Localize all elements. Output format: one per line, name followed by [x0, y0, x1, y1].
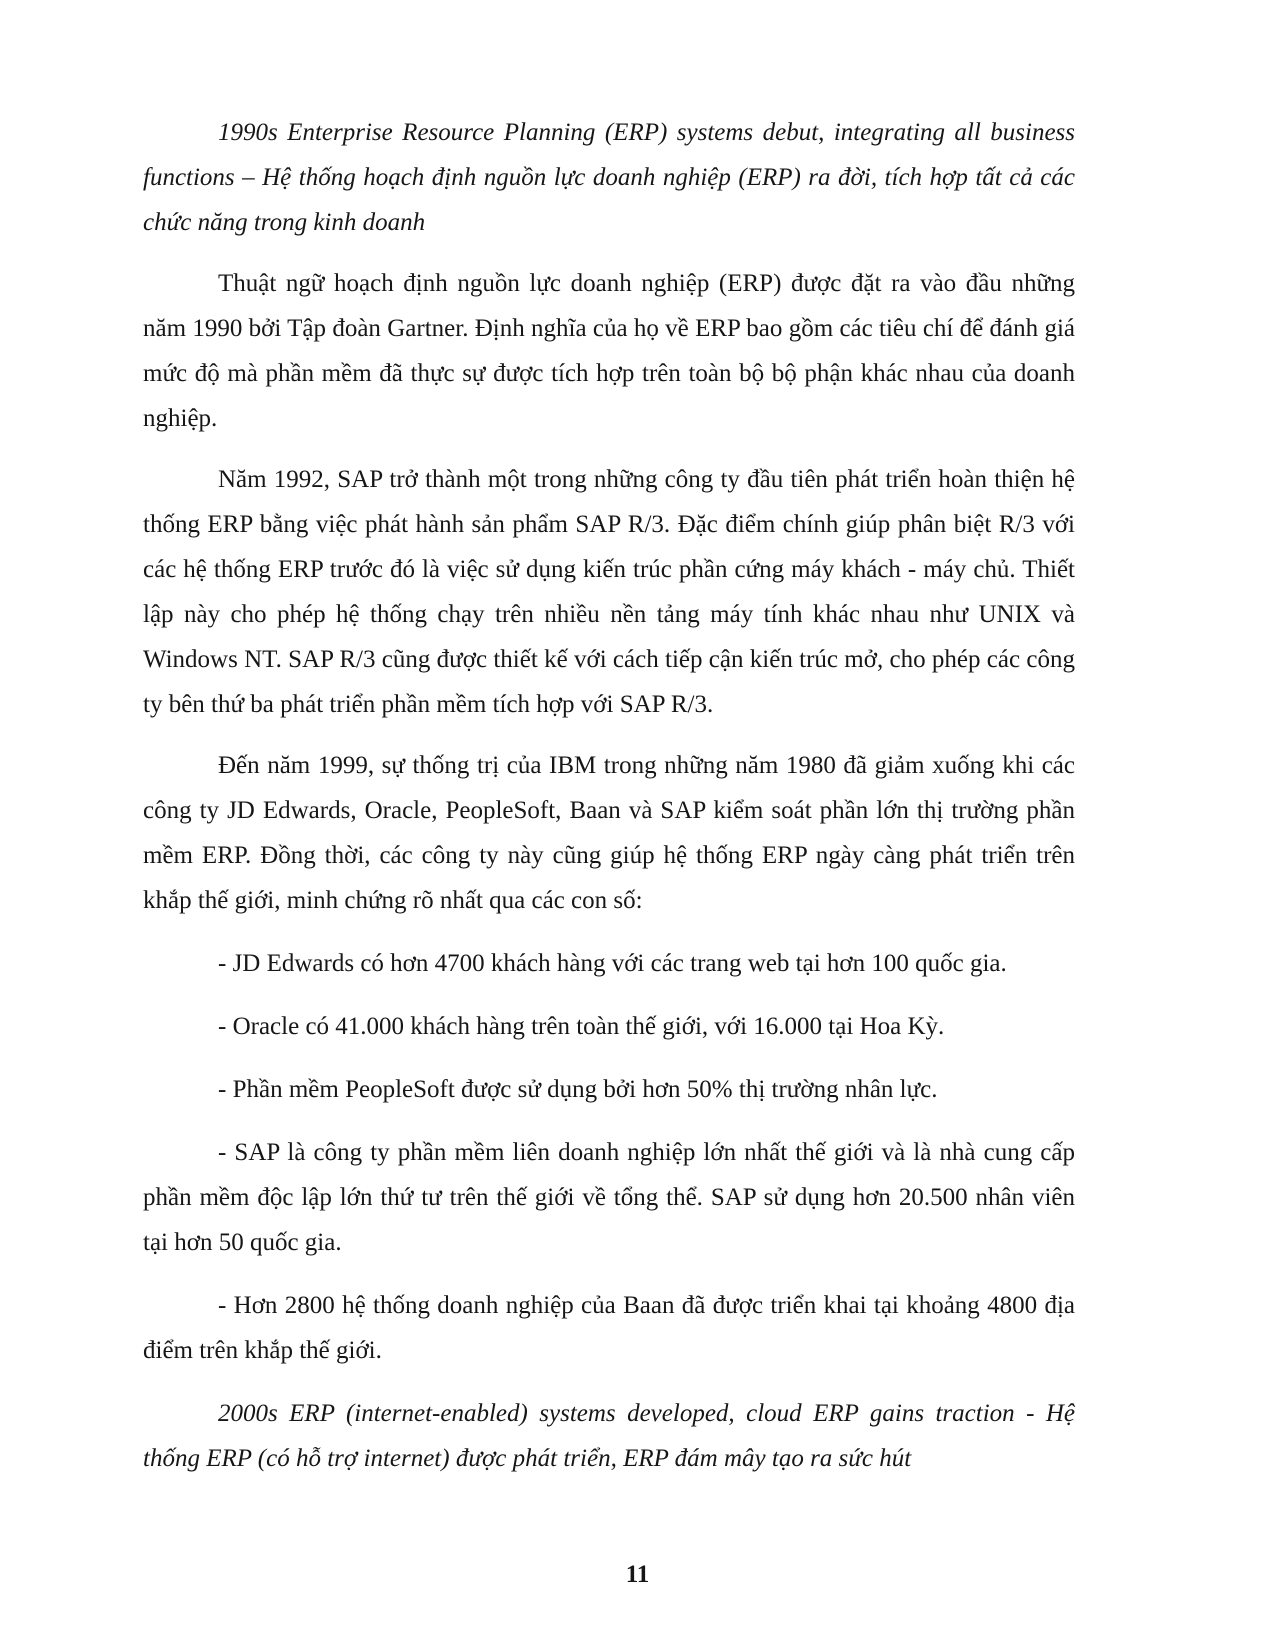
list-item-sap: - SAP là công ty phần mềm liên doanh nghiệp lớn nhất thế giới và là nhà cung cấp phần mềm độc lập lớn thứ tư trên thế giới về tổng thể. SAP sử dụng hơn 20.500 nhân viên tại hơn 50 quốc gia.: [143, 1139, 1075, 1256]
page-content: [143, 110, 1075, 1481]
list-item-baan: - Hơn 2800 hệ thống doanh nghiệp của Baan đã được triển khai tại khoảng 4800 địa điểm trên khắp thế giới.: [143, 1292, 1075, 1364]
paragraph-sap-r3: Năm 1992, SAP trở thành một trong những công ty đầu tiên phát triển hoàn thiện hệ thống ERP bằng việc phát hành sản phẩm SAP R/3. Đặc điểm chính giúp phân biệt R/3 với các hệ thống ERP trước đó là việc sử dụng kiến trúc phần cứng máy khách - máy chủ. Thiết lập này cho phép hệ thống chạy trên nhiều nền tảng máy tính khác nhau như UNIX và Windows NT. SAP R/3 cũng được thiết kế với cách tiếp cận kiến trúc mở, cho phép các công ty bên thứ ba phát triển phần mềm tích hợp với SAP R/3.: [143, 466, 1075, 718]
section-heading-2000s: 2000s ERP (internet-enabled) systems developed, cloud ERP gains traction - Hệ thống ERP (có hỗ trợ internet) được phát triển, ERP đám mây tạo ra sức hút: [143, 1400, 1075, 1472]
list-item-oracle: - Oracle có 41.000 khách hàng trên toàn thế giới, với 16.000 tại Hoa Kỳ.: [218, 1013, 945, 1040]
list-item-peoplesoft: - Phần mềm PeopleSoft được sử dụng bởi hơn 50% thị trường nhân lực.: [218, 1076, 938, 1103]
section-heading-1990s: 1990s Enterprise Resource Planning (ERP) systems debut, integrating all business functions – Hệ thống hoạch định nguồn lực doanh nghiệp (ERP) ra đời, tích hợp tất cả các chức năng trong kinh doanh: [143, 119, 1075, 236]
paragraph-1999-market: Đến năm 1999, sự thống trị của IBM trong những năm 1980 đã giảm xuống khi các công ty JD Edwards, Oracle, PeopleSoft, Baan và SAP kiểm soát phần lớn thị trường phần mềm ERP. Đồng thời, các công ty này cũng giúp hệ thống ERP ngày càng phát triển trên khắp thế giới, minh chứng rõ nhất qua các con số:: [143, 752, 1075, 914]
page-number: 11: [625, 1561, 650, 1588]
list-item-jd-edwards: - JD Edwards có hơn 4700 khách hàng với các trang web tại hơn 100 quốc gia.: [218, 950, 1007, 977]
paragraph-erp-term: Thuật ngữ hoạch định nguồn lực doanh nghiệp (ERP) được đặt ra vào đầu những năm 1990 bởi Tập đoàn Gartner. Định nghĩa của họ về ERP bao gồm các tiêu chí để đánh giá mức độ mà phần mềm đã thực sự được tích hợp trên toàn bộ bộ phận khác nhau của doanh nghiệp.: [143, 270, 1075, 432]
